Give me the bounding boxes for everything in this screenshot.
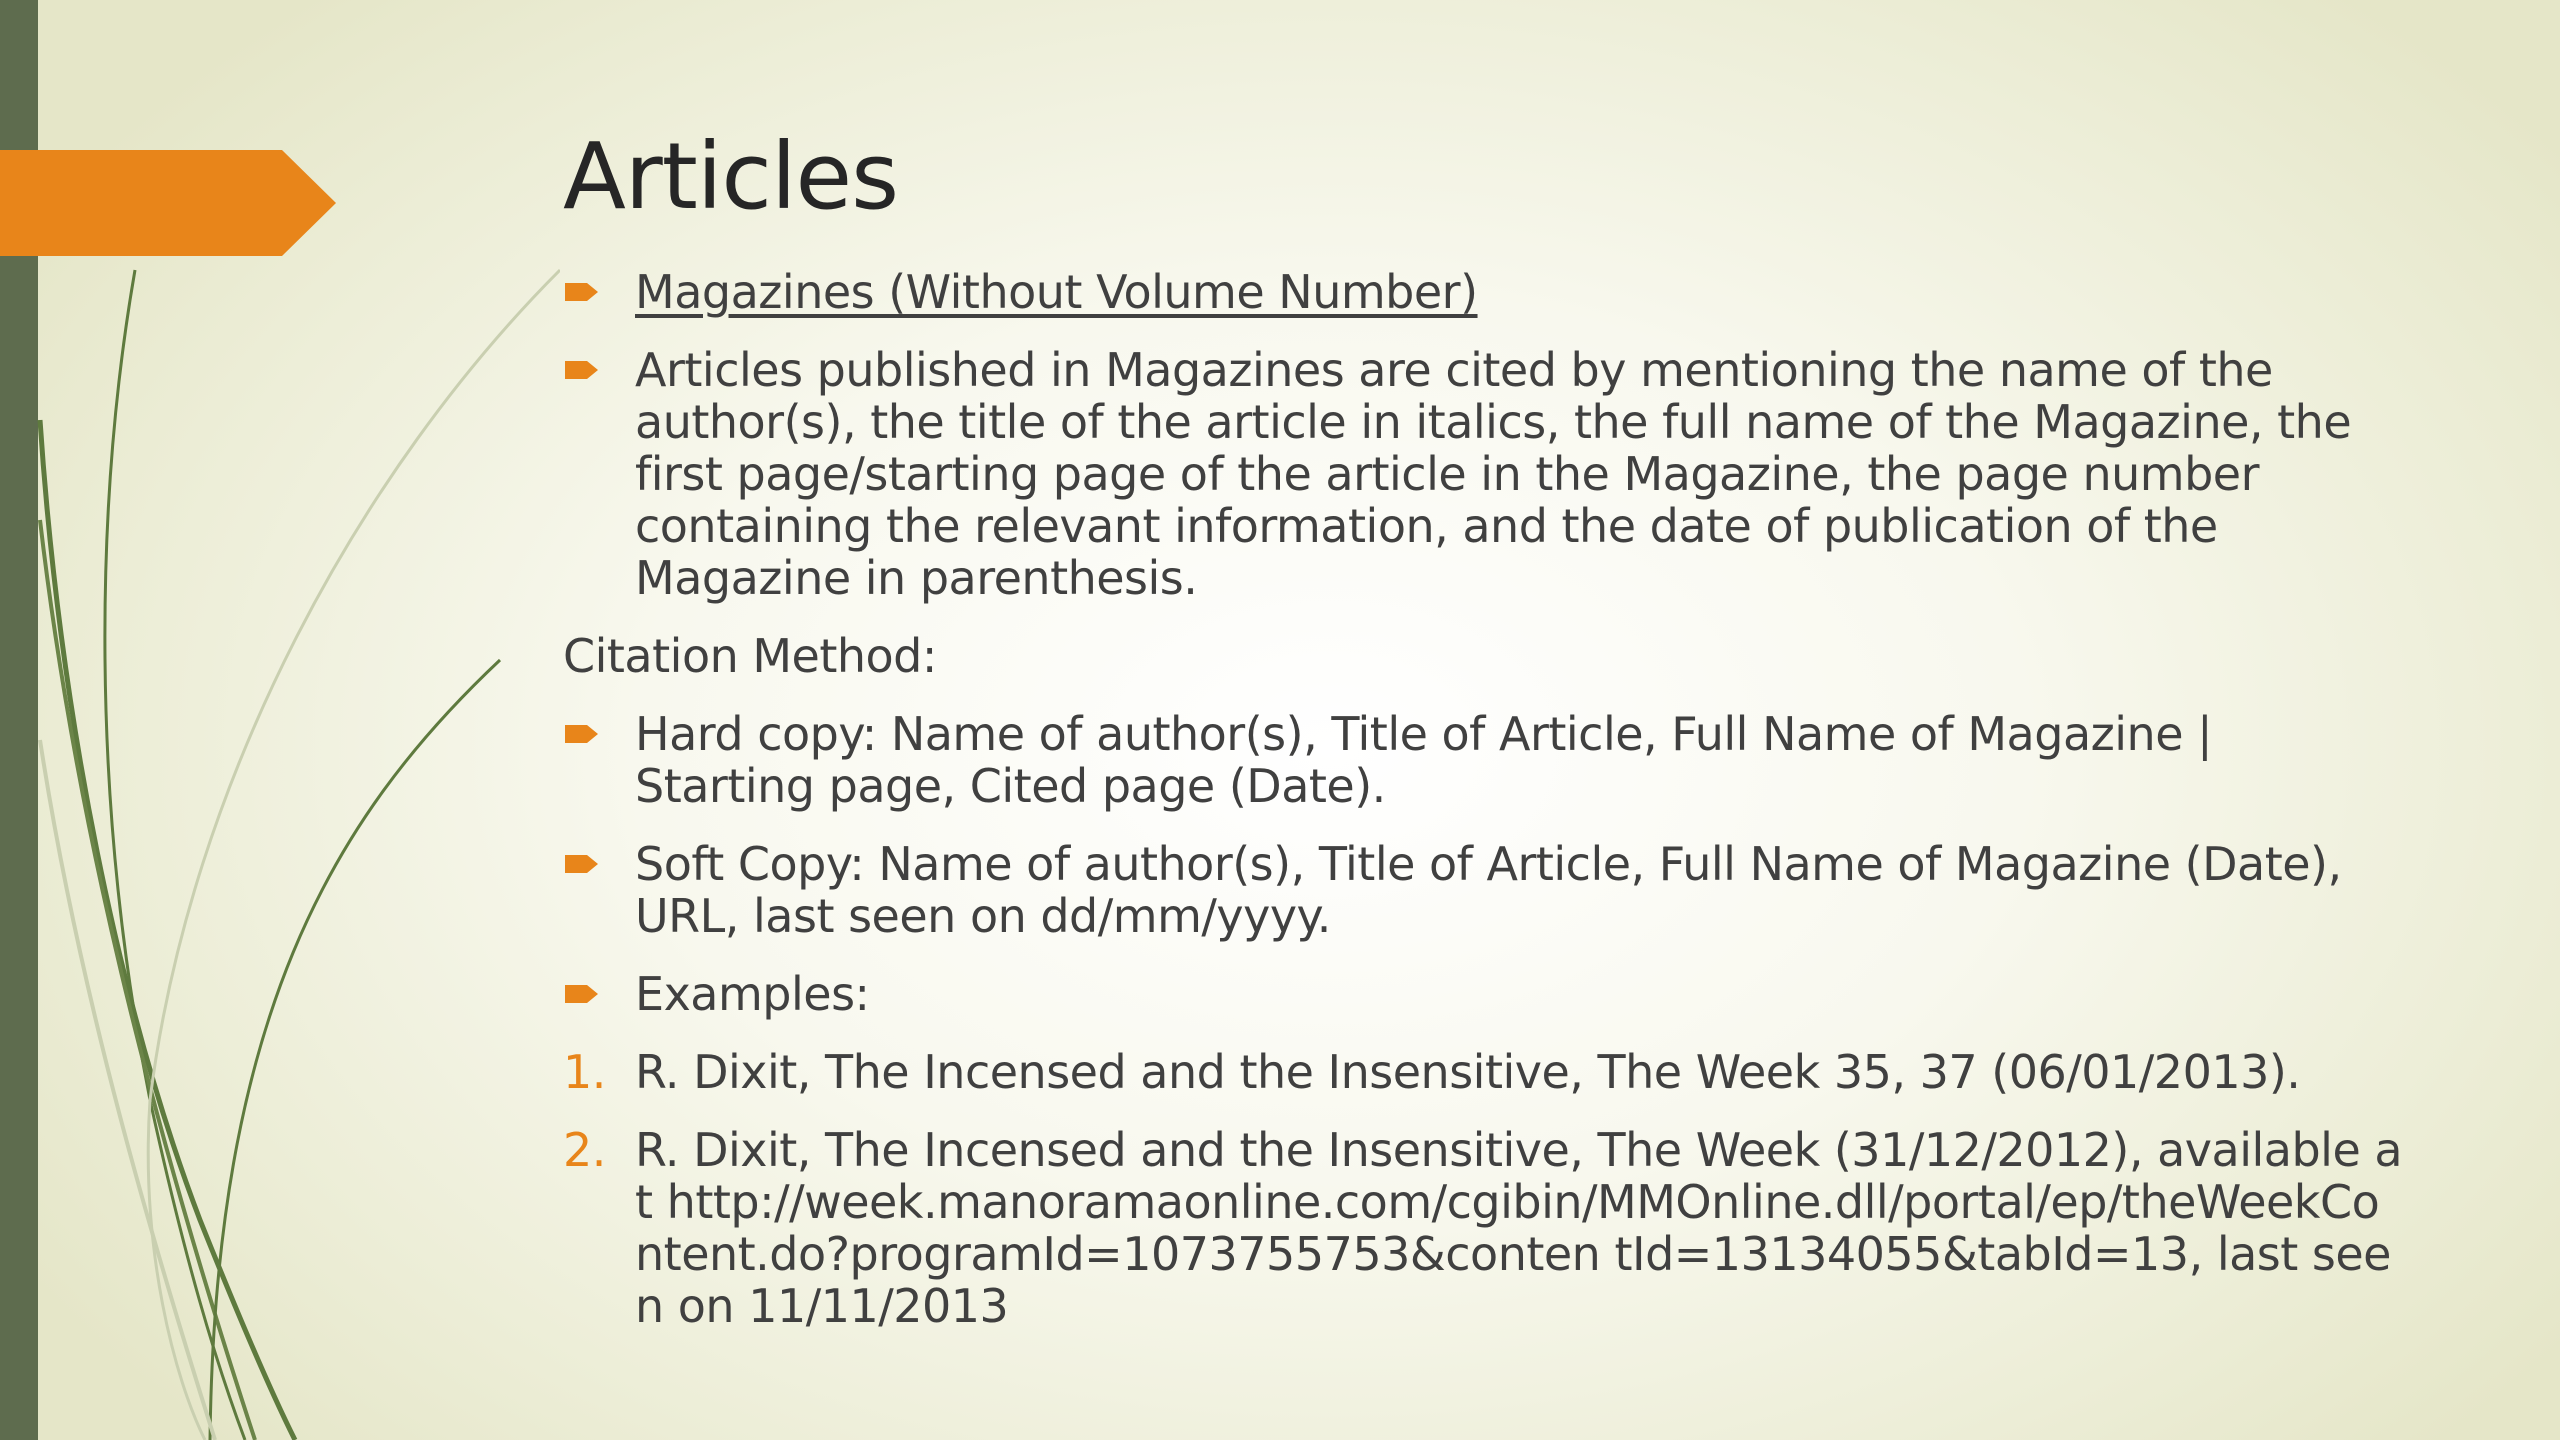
arrow-bullet-icon	[565, 356, 599, 384]
slide-content	[563, 118, 2403, 1358]
example-number: 2.	[563, 1123, 606, 1177]
title-arrow-shape	[0, 150, 336, 256]
description-text: Articles published in Magazines are cited by mentioning the name of the author(s), the title of the article in italics, the full name of the Magazine, the first page/starting page of the article in the Magazine, the page number containing the relevant information, and the date of publication of the Magazine in parenthesis.	[635, 343, 2352, 605]
citation-method-label: Citation Method:	[563, 629, 937, 683]
example-item	[563, 1124, 2403, 1332]
arrow-bullet-icon	[565, 850, 599, 878]
list-item	[563, 266, 2403, 318]
arrow-bullet-icon	[565, 720, 599, 748]
example-number: 1.	[563, 1045, 606, 1099]
examples-label: Examples:	[635, 967, 870, 1021]
soft-copy-text: Soft Copy: Name of author(s), Title of Article, Full Name of Magazine (Date), URL, last seen on dd/mm/yyyy.	[635, 837, 2342, 943]
list-item	[563, 708, 2403, 812]
list-item	[563, 838, 2403, 942]
arrow-bullet-icon	[565, 980, 599, 1008]
magazines-heading: Magazines (Without Volume Number)	[635, 265, 1478, 319]
example-item	[563, 1046, 2403, 1098]
example-text: R. Dixit, The Incensed and the Insensitive, The Week (31/12/2012), available at http://week.manoramaonline.com/cgibin/MMOnline.dll/portal/ep/theWeekContent.do?programId=1073755753&conten tId=13134055&tabId=13, last seen on 11/11/2013	[635, 1123, 2403, 1333]
arrow-bullet-icon	[565, 278, 599, 306]
example-text: R. Dixit, The Incensed and the Insensitive, The Week 35, 37 (06/01/2013).	[635, 1045, 2301, 1099]
list-item	[563, 344, 2403, 604]
list-item	[563, 968, 2403, 1020]
slide-title: Articles	[563, 123, 899, 230]
hard-copy-text: Hard copy: Name of author(s), Title of Article, Full Name of Magazine | Starting page, Cited page (Date).	[635, 707, 2213, 813]
